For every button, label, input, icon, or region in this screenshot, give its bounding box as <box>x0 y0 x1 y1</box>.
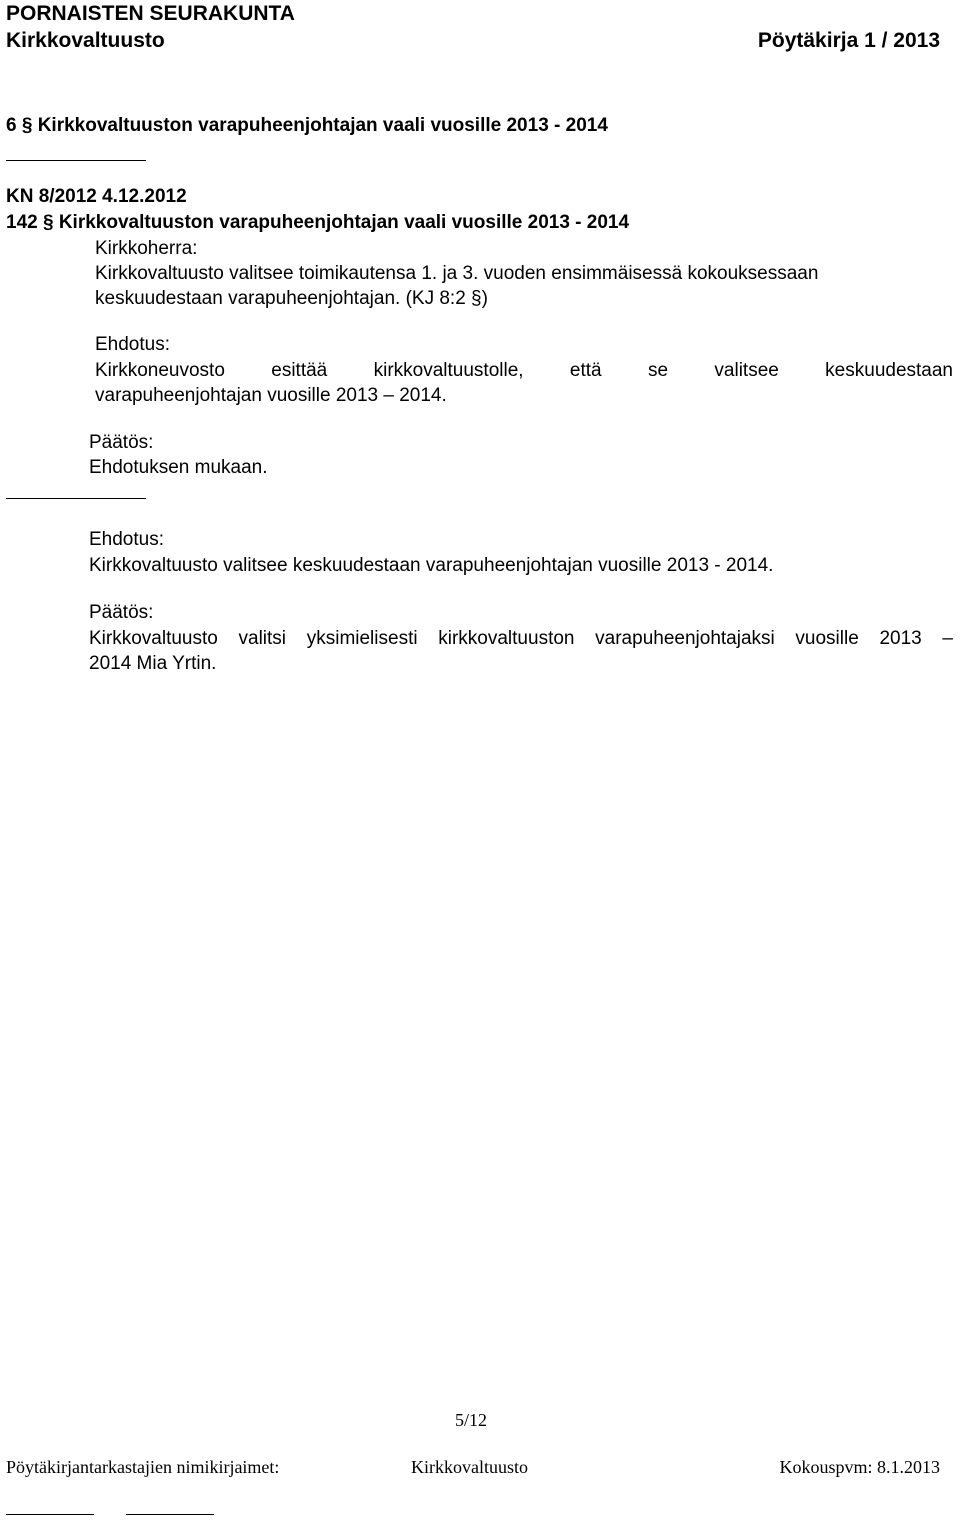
section-heading: 6 § Kirkkovaltuuston varapuheenjohtajan vaali vuosille 2013 - 2014 <box>6 115 608 136</box>
footer-body-name: Kirkkovaltuusto <box>411 1457 528 1477</box>
current-decision-label: Päätös: <box>89 602 154 623</box>
previous-proposal-line-1: Kirkkoneuvosto esittää kirkkovaltuustolle, että se valitsee keskuudestaan <box>95 360 953 381</box>
previous-text-line-1: Kirkkovaltuusto valitsee toimikautensa 1. ja 3. vuoden ensimmäisessä kokouksessaan <box>95 263 819 284</box>
current-proposal-text: Kirkkovaltuusto valitsee keskuudestaan varapuheenjohtajan vuosille 2013 - 2014. <box>89 555 774 576</box>
document-reference: Pöytäkirja 1 / 2013 <box>757 29 940 52</box>
previous-proposal-label: Ehdotus: <box>95 334 170 355</box>
previous-proposal-line-2: varapuheenjohtajan vuosille 2013 – 2014. <box>95 385 447 406</box>
heading-divider <box>6 160 146 161</box>
page-number: 5/12 <box>455 1410 488 1430</box>
previous-text-line-2: keskuudestaan varapuheenjohtajan. (KJ 8:2 §) <box>95 288 488 309</box>
previous-heading: 142 § Kirkkovaltuuston varapuheenjohtajan vaali vuosille 2013 - 2014 <box>6 212 630 233</box>
current-decision-line-1: Kirkkovaltuusto valitsi yksimielisesti kirkkovaltuuston varapuheenjohtajaksi vuosille 2013 – <box>89 628 953 649</box>
header-body-name: Kirkkovaltuusto <box>6 29 165 52</box>
previous-decision-label: Päätös: <box>89 432 154 453</box>
current-decision-line-2: 2014 Mia Yrtin. <box>89 653 217 674</box>
signatures-label: Pöytäkirjantarkastajien nimikirjaimet: <box>6 1457 280 1477</box>
previous-decision-text: Ehdotuksen mukaan. <box>89 457 268 478</box>
signature-line-1 <box>6 1514 94 1515</box>
meeting-date: Kokouspvm: 8.1.2013 <box>779 1457 940 1477</box>
presenter-label: Kirkkoherra: <box>95 238 198 259</box>
previous-section-divider <box>6 498 146 499</box>
organization-name: PORNAISTEN SEURAKUNTA <box>6 2 295 25</box>
previous-reference: KN 8/2012 4.12.2012 <box>6 186 187 207</box>
current-proposal-label: Ehdotus: <box>89 529 164 550</box>
signature-line-2 <box>126 1514 214 1515</box>
